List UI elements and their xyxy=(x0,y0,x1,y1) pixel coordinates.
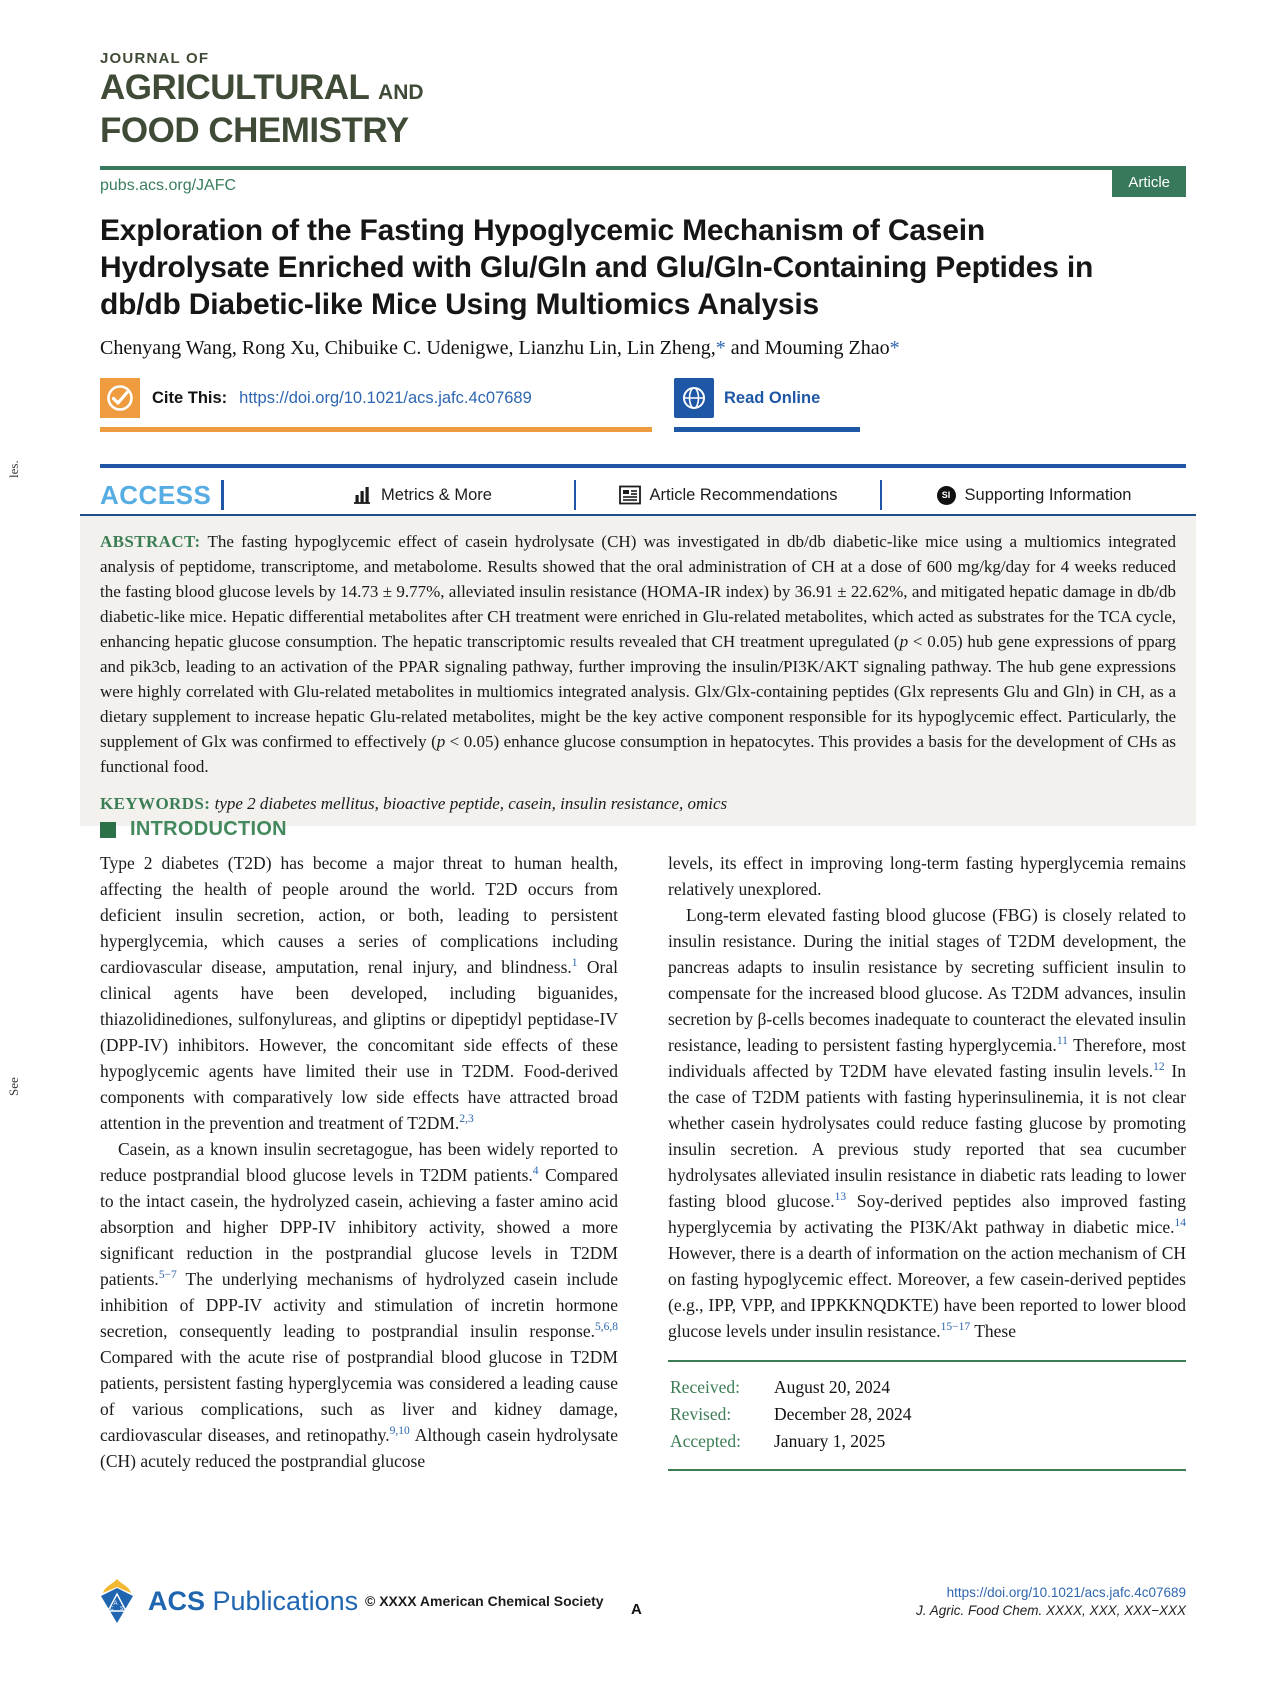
masthead-agricultural: AGRICULTURAL xyxy=(100,68,369,107)
accepted-row xyxy=(670,1428,1186,1455)
metrics-label: Metrics & More xyxy=(381,485,492,504)
page-title: Exploration of the Fasting Hypoglycemic Mechanism of Casein Hydrolysate Enriched with Glu/Gln and Glu/Gln-Containing Peptides in db/db Diabetic-like Mice Using Multiomics Analysis xyxy=(100,214,1094,321)
reference-link[interactable]: 12 xyxy=(1153,1061,1165,1074)
abstract-section xyxy=(80,514,1196,826)
margin-note-top: les. xyxy=(6,460,21,478)
masthead-line2: FOOD CHEMISTRY xyxy=(100,111,409,150)
keywords-line xyxy=(100,791,1176,816)
reference-link[interactable]: 5−7 xyxy=(158,1269,177,1282)
access-label: ACCESS xyxy=(100,479,212,510)
footer-doi-link[interactable]: https://doi.org/10.1021/acs.jafc.4c07689 xyxy=(946,1585,1186,1600)
right-column-text xyxy=(668,850,1186,1344)
revised-row xyxy=(670,1401,1186,1428)
svg-text:A: A xyxy=(113,1601,118,1607)
article-type-badge: Article xyxy=(1112,170,1186,197)
abstract-body: The fasting hypoglycemic effect of casein hydrolysate (CH) was investigated in db/db diabetic-like mice using a multiomics integrated analysis of peptidome, transcriptome, and metabolome. Results showed that the oral administration of CH at a dose of 600 mg/kg/day for 4 weeks reduced the fasting blood glucose levels by 14.73 ± 9.77%, alleviated insulin resistance (HOMA-IR index) by 36.91 ± 22.62%, and mitigated hepatic damage in db/db diabetic-like mice. Hepatic differential metabolites after CH treatment were enriched in Glu-related metabolites, which acted as substrates for the TCA cycle, enhancing hepatic glucose consumption. The hepatic transcriptomic results revealed that CH treatment upregulated (p < 0.05) hub gene expressions of pparg and pik3cb, leading to an activation of the PPAR signaling pathway, further improving the insulin/PI3K/AKT signaling pathway. The hub gene expressions were highly correlated with Glu-related metabolites in multiomics integrated analysis. Glx/Glx-containing peptides (Glx represents Glu and Gln) in CH, as a dietary supplement to increase hepatic Glu-related metabolites, might be the key active component responsible for its hypoglycemic effect. Particularly, the supplement of Glx was confirmed to effectively (p < 0.05) enhance glucose consumption in hepatocytes. This provides a basis for the development of CHs as functional food. xyxy=(100,532,1176,776)
margin-note-middle: See xyxy=(6,1077,21,1096)
reference-link[interactable]: 9,10 xyxy=(389,1425,410,1438)
reference-link[interactable]: 1 xyxy=(571,957,578,970)
reference-link[interactable]: 4 xyxy=(532,1165,539,1178)
corresponding-author-mark[interactable]: * xyxy=(715,337,726,359)
cite-this-block xyxy=(100,378,652,432)
article-doc-icon xyxy=(619,485,641,505)
left-column xyxy=(100,850,618,1474)
journal-masthead xyxy=(100,50,424,150)
reference-link[interactable]: 15−17 xyxy=(940,1321,971,1334)
acs-publications-text xyxy=(148,1586,358,1617)
body-paragraph: levels, its effect in improving long-term fasting hyperglycemia remains relatively unexplored. xyxy=(668,853,1186,899)
access-divider xyxy=(221,480,224,510)
masthead-journal-of: JOURNAL OF xyxy=(100,50,210,67)
reference-link[interactable]: 14 xyxy=(1174,1217,1186,1230)
received-row xyxy=(670,1374,1186,1401)
cite-row xyxy=(100,378,860,432)
read-online-label: Read Online xyxy=(724,388,821,407)
masthead-and: AND xyxy=(378,81,424,104)
italic-text: p xyxy=(899,632,909,651)
section-square-icon xyxy=(100,822,116,838)
acs-publications-logo[interactable] xyxy=(96,1578,358,1624)
body-paragraph: Type 2 diabetes (T2D) has become a major threat to human health, affecting the health of people around the world. T2D occurs from deficient insulin secretion, action, or both, leading to persistent hyperglycemia, which causes a series of complications including cardiovascular disease, amputation, renal injury, and blindness.$^1$ Oral clinical agents have been developed, including biguanides, thiazolidinediones, sulfonylureas, and gliptins or dipeptidyl peptidase-IV (DPP-IV) inhibitors. However, the concomitant side effects of these hypoglycemic agents have limited their use in T2DM. Food-derived components with comparatively low side effects have attracted broad attention in the prevention and treatment of T2DM.$^{2,3}$ xyxy=(100,853,618,1133)
acs-bold: ACS xyxy=(148,1585,206,1616)
received-label: Received: xyxy=(670,1377,740,1397)
globe-icon xyxy=(674,378,714,418)
author-list: Chenyang Wang, Rong Xu, Chibuike C. Udenigwe, Lianzhu Lin, Lin Zheng,* and Mouming Zhao* xyxy=(100,337,900,359)
journal-citation: J. Agric. Food Chem. XXXX, XXX, XXX−XXX xyxy=(916,1603,1186,1618)
pubs-url-link[interactable]: pubs.acs.org/JAFC xyxy=(100,177,237,194)
article-recommendations-link[interactable] xyxy=(576,485,880,505)
accepted-date: January 1, 2025 xyxy=(774,1431,886,1451)
body-paragraph: Casein, as a known insulin secretagogue, has been widely reported to reduce postprandial blood glucose levels in T2DM patients.$^4$ Compared to the intact casein, the hydrolyzed casein, achieving a faster amino acid absorption and higher DPP-IV inhibitory activity, showed a more significant reduction in the postprandial glucose levels in T2DM patients.$^{5-7}$ The underlying mechanisms of hydrolyzed casein include inhibition of DPP-IV activity and stimulation of incretin hormone secretion, consequently leading to postprandial insulin response.$^{5,6,8}$ Compared with the acute rise of postprandial blood glucose in T2DM patients, persistent fasting hyperglycemia was considered a leading cause of various complications, such as liver and kidney damage, cardiovascular diseases, and retinopathy.$^{9,10}$ Although casein hydrolysate (CH) acutely reduced the postprandial glucose xyxy=(100,1139,618,1471)
svg-text:S: S xyxy=(120,1606,124,1612)
reference-link[interactable]: 5,6,8 xyxy=(595,1321,618,1334)
metrics-and-more-link[interactable] xyxy=(270,485,574,505)
abstract-paragraph xyxy=(100,529,1176,779)
reference-link[interactable]: 13 xyxy=(834,1191,847,1204)
abstract-label: ABSTRACT: xyxy=(100,532,201,551)
acs-logo-icon xyxy=(96,1578,138,1624)
accepted-label: Accepted: xyxy=(670,1431,741,1451)
right-column xyxy=(668,850,1186,1471)
keywords-label: KEYWORDS: xyxy=(100,794,211,813)
footer-citation-block xyxy=(916,1585,1186,1618)
recommendations-label: Article Recommendations xyxy=(649,485,838,504)
italic-text: p xyxy=(436,732,446,751)
reference-link[interactable]: 11 xyxy=(1056,1035,1068,1048)
body-paragraph: Long-term elevated fasting blood glucose (FBG) is closely related to insulin resistance. During the initial stages of T2DM development, the pancreas adapts to insulin resistance by secreting sufficient insulin to compensate for the increased blood glucose. As T2DM advances, insulin secretion by β-cells becomes inadequate to counteract the elevated insulin resistance, leading to persistent fasting hyperglycemia.$^{11}$ Therefore, most individuals affected by T2DM have elevated fasting insulin levels.$^{12}$ In the case of T2DM patients with fasting hyperinsulinemia, it is not clear whether casein hydrolysates could reduce fasting glucose by promoting insulin secretion. A previous study reported that sea cucumber hydrolysates alleviated insulin resistance in diabetic rats leading to lower fasting blood glucose.$^{13}$ Soy-derived peptides also improved fasting hyperglycemia by activating the PI3K/Akt pathway in diabetic mice.$^{14}$ However, there is a dearth of information on the action mechanism of CH on fasting hypoglycemic effect. Moreover, a few casein-derived peptides (e.g., IPP, VPP, and IPPKKNQDKTE) have been reported to lower blood glucose levels under insulin resistance.$^{15-17}$ These xyxy=(668,905,1187,1341)
received-date: August 20, 2024 xyxy=(774,1377,891,1397)
publications-light: Publications xyxy=(205,1585,359,1616)
revised-label: Revised: xyxy=(670,1404,732,1424)
revised-date: December 28, 2024 xyxy=(774,1404,912,1424)
copyright-text: © XXXX American Chemical Society xyxy=(365,1593,604,1609)
supporting-label: Supporting Information xyxy=(964,485,1132,504)
access-block[interactable] xyxy=(100,480,270,511)
corresponding-author-mark[interactable]: * xyxy=(889,337,900,359)
svg-text:C: C xyxy=(110,1606,114,1612)
top-blue-rule xyxy=(100,464,1186,468)
reference-link[interactable]: 2,3 xyxy=(459,1113,474,1126)
cite-this-label: Cite This: xyxy=(152,388,228,407)
pubs-bar xyxy=(100,166,1186,197)
keywords-text: type 2 diabetes mellitus, bioactive peptide, casein, insulin resistance, omics xyxy=(214,794,728,813)
access-toolbar xyxy=(100,477,1186,513)
introduction-heading xyxy=(100,818,287,841)
introduction-title: INTRODUCTION xyxy=(130,818,287,840)
cite-check-icon xyxy=(100,378,140,418)
page-number: A xyxy=(631,1601,642,1618)
bar-chart-icon xyxy=(352,485,372,505)
article-history-box xyxy=(668,1360,1186,1471)
si-icon: SI xyxy=(937,486,956,505)
read-online-button[interactable] xyxy=(674,378,860,432)
supporting-information-link[interactable] xyxy=(882,486,1186,505)
masthead-line1 xyxy=(100,69,424,112)
doi-link[interactable]: https://doi.org/10.1021/acs.jafc.4c07689 xyxy=(239,388,532,407)
